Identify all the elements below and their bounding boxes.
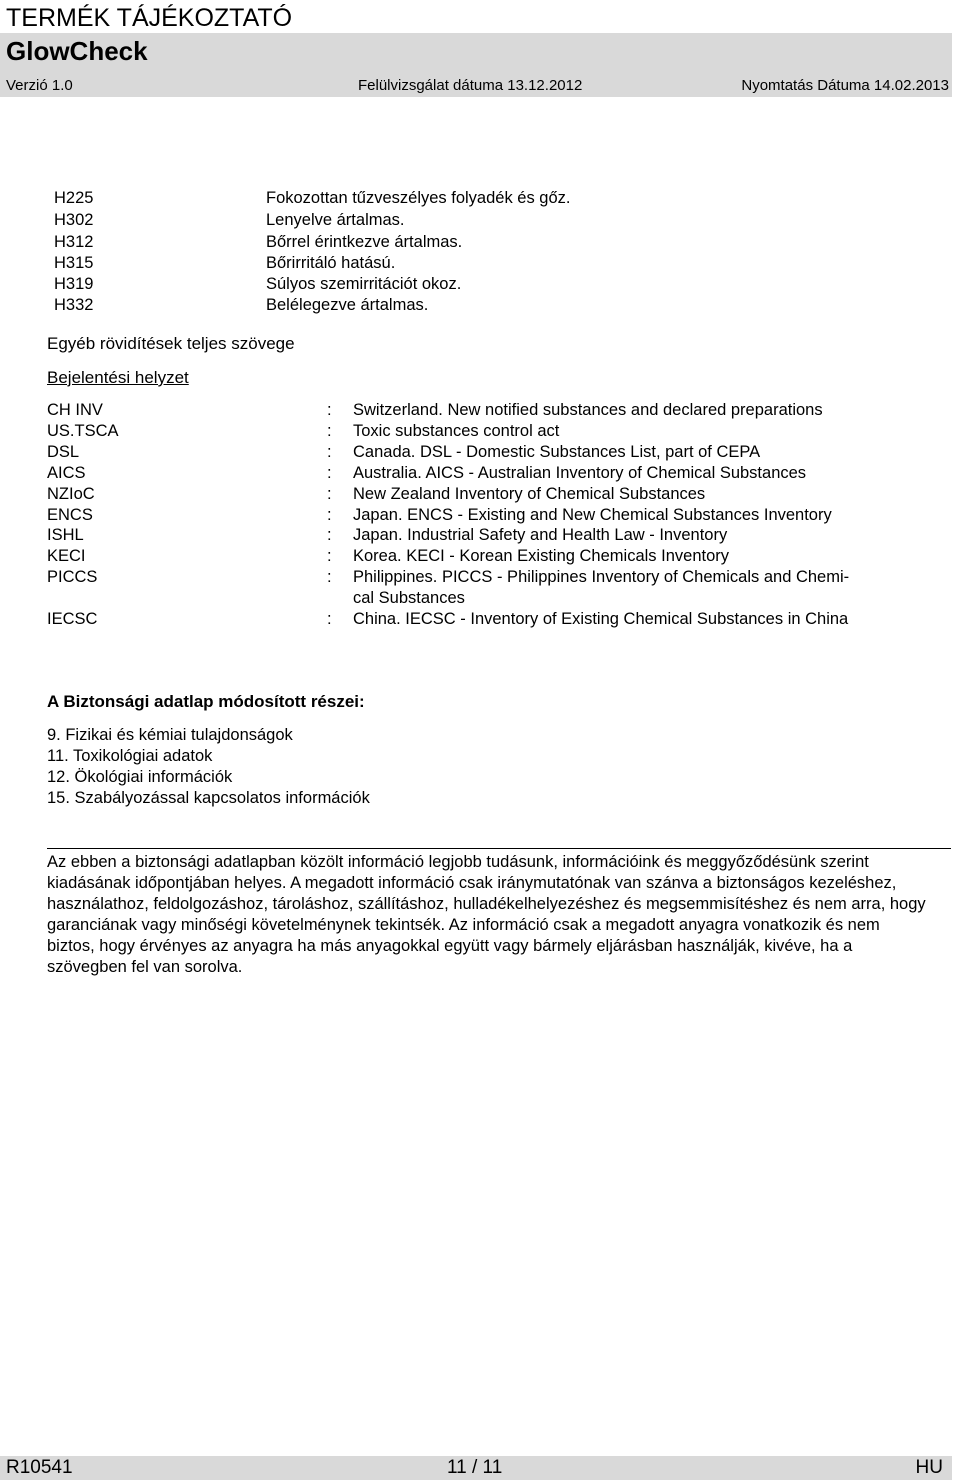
- abbreviation-description: Japan. ENCS - Existing and New Chemical Substances Inventory: [353, 506, 832, 524]
- abbreviation-description: Australia. AICS - Australian Inventory of Chemical Substances: [353, 464, 807, 482]
- abbreviation-description: Philippines. PICCS - Philippines Inventory of Chemicals and Chemi-: [353, 568, 850, 586]
- abbreviation-code: DSL: [47, 443, 80, 461]
- abbreviation-description: Japan. Industrial Safety and Health Law - Inventory: [353, 526, 728, 544]
- version-label: Verzió 1.0: [6, 77, 73, 94]
- hazard-text: Bőrrel érintkezve ártalmas.: [266, 233, 463, 251]
- document-number: R10541: [6, 1457, 73, 1478]
- abbreviation-description: Canada. DSL - Domestic Substances List, part of CEPA: [353, 443, 761, 461]
- hazard-text: Belélegezve ártalmas.: [266, 296, 429, 314]
- hazard-code: H302: [54, 211, 94, 229]
- colon-separator: :: [327, 464, 332, 482]
- colon-separator: :: [327, 422, 332, 440]
- abbreviation-code: IECSC: [47, 610, 98, 628]
- abbreviation-description: Toxic substances control act: [353, 422, 560, 440]
- list-item: 9. Fizikai és kémiai tulajdonságok: [47, 726, 293, 744]
- abbreviation-code: PICCS: [47, 568, 98, 586]
- hazard-code: H312: [54, 233, 94, 251]
- abbreviation-description: China. IECSC - Inventory of Existing Chemical Substances in China: [353, 610, 849, 628]
- header-bar: [0, 33, 952, 97]
- disclaimer-text: Az ebben a biztonsági adatlapban közölt információ legjobb tudásunk, információink és meggyőződésünk szerint kiadásának időpontjában helyes. A megadott információ csak iránymutatónak van szánva a biztonságos kezeléshez, használathoz, feldolgozáshoz, tároláshoz, szállításhoz, hulladékelhelyezéshez és megsemmisítéshez és nem arra, hogy garanciának vagy minőségi követelménynek tekintsék. Az információ csak a megadott anyagra vonatkozik és nem biztos, hogy érvényes az anyagra ha más anyagokkal együtt vagy bármely eljárásban használják, kivéve, ha a szövegben fel van sorolva.: [47, 853, 926, 976]
- abbreviation-code: CH INV: [47, 401, 103, 419]
- hazard-text: Bőrirritáló hatású.: [266, 254, 396, 272]
- abbreviation-description: New Zealand Inventory of Chemical Substances: [353, 485, 706, 503]
- print-date: Nyomtatás Dátuma 14.02.2013: [741, 77, 949, 94]
- hazard-text: Lenyelve ártalmas.: [266, 211, 405, 229]
- abbreviation-code: US.TSCA: [47, 422, 119, 440]
- list-item: 12. Ökológiai információk: [47, 768, 233, 786]
- colon-separator: :: [327, 485, 332, 503]
- abbreviation-description: Korea. KECI - Korean Existing Chemicals Inventory: [353, 547, 729, 565]
- hazard-code: H319: [54, 275, 94, 293]
- abbreviation-code: ISHL: [47, 526, 84, 544]
- list-item: 11. Toxikológiai adatok: [47, 747, 213, 765]
- colon-separator: :: [327, 547, 332, 565]
- language-code: HU: [915, 1457, 943, 1478]
- abbreviation-description-continued: cal Substances: [353, 589, 465, 607]
- abbreviation-description: Switzerland. New notified substances and declared preparations: [353, 401, 823, 419]
- colon-separator: :: [327, 526, 332, 544]
- abbreviation-code: KECI: [47, 547, 86, 565]
- abbreviation-code: ENCS: [47, 506, 93, 524]
- list-item: 15. Szabályozással kapcsolatos információk: [47, 789, 370, 807]
- colon-separator: :: [327, 401, 332, 419]
- abbreviations-title: Egyéb rövidítések teljes szövege: [47, 334, 295, 353]
- revision-date: Felülvizsgálat dátuma 13.12.2012: [358, 77, 583, 94]
- colon-separator: :: [327, 443, 332, 461]
- divider: [47, 848, 951, 849]
- hazard-text: Fokozottan tűzveszélyes folyadék és gőz.: [266, 189, 571, 207]
- colon-separator: :: [327, 568, 332, 586]
- colon-separator: :: [327, 506, 332, 524]
- hazard-code: H315: [54, 254, 94, 272]
- hazard-code: H332: [54, 296, 94, 314]
- document-title: TERMÉK TÁJÉKOZTATÓ: [6, 4, 293, 32]
- hazard-text: Súlyos szemirritációt okoz.: [266, 275, 462, 293]
- page-number: 11 / 11: [447, 1457, 503, 1478]
- product-name: GlowCheck: [6, 36, 148, 66]
- colon-separator: :: [327, 610, 332, 628]
- hazard-code: H225: [54, 189, 94, 207]
- abbreviation-code: AICS: [47, 464, 86, 482]
- abbreviation-code: NZIoC: [47, 485, 95, 503]
- notification-status-subtitle: Bejelentési helyzet: [47, 368, 189, 387]
- modified-sections-title: A Biztonsági adatlap módosított részei:: [47, 692, 365, 711]
